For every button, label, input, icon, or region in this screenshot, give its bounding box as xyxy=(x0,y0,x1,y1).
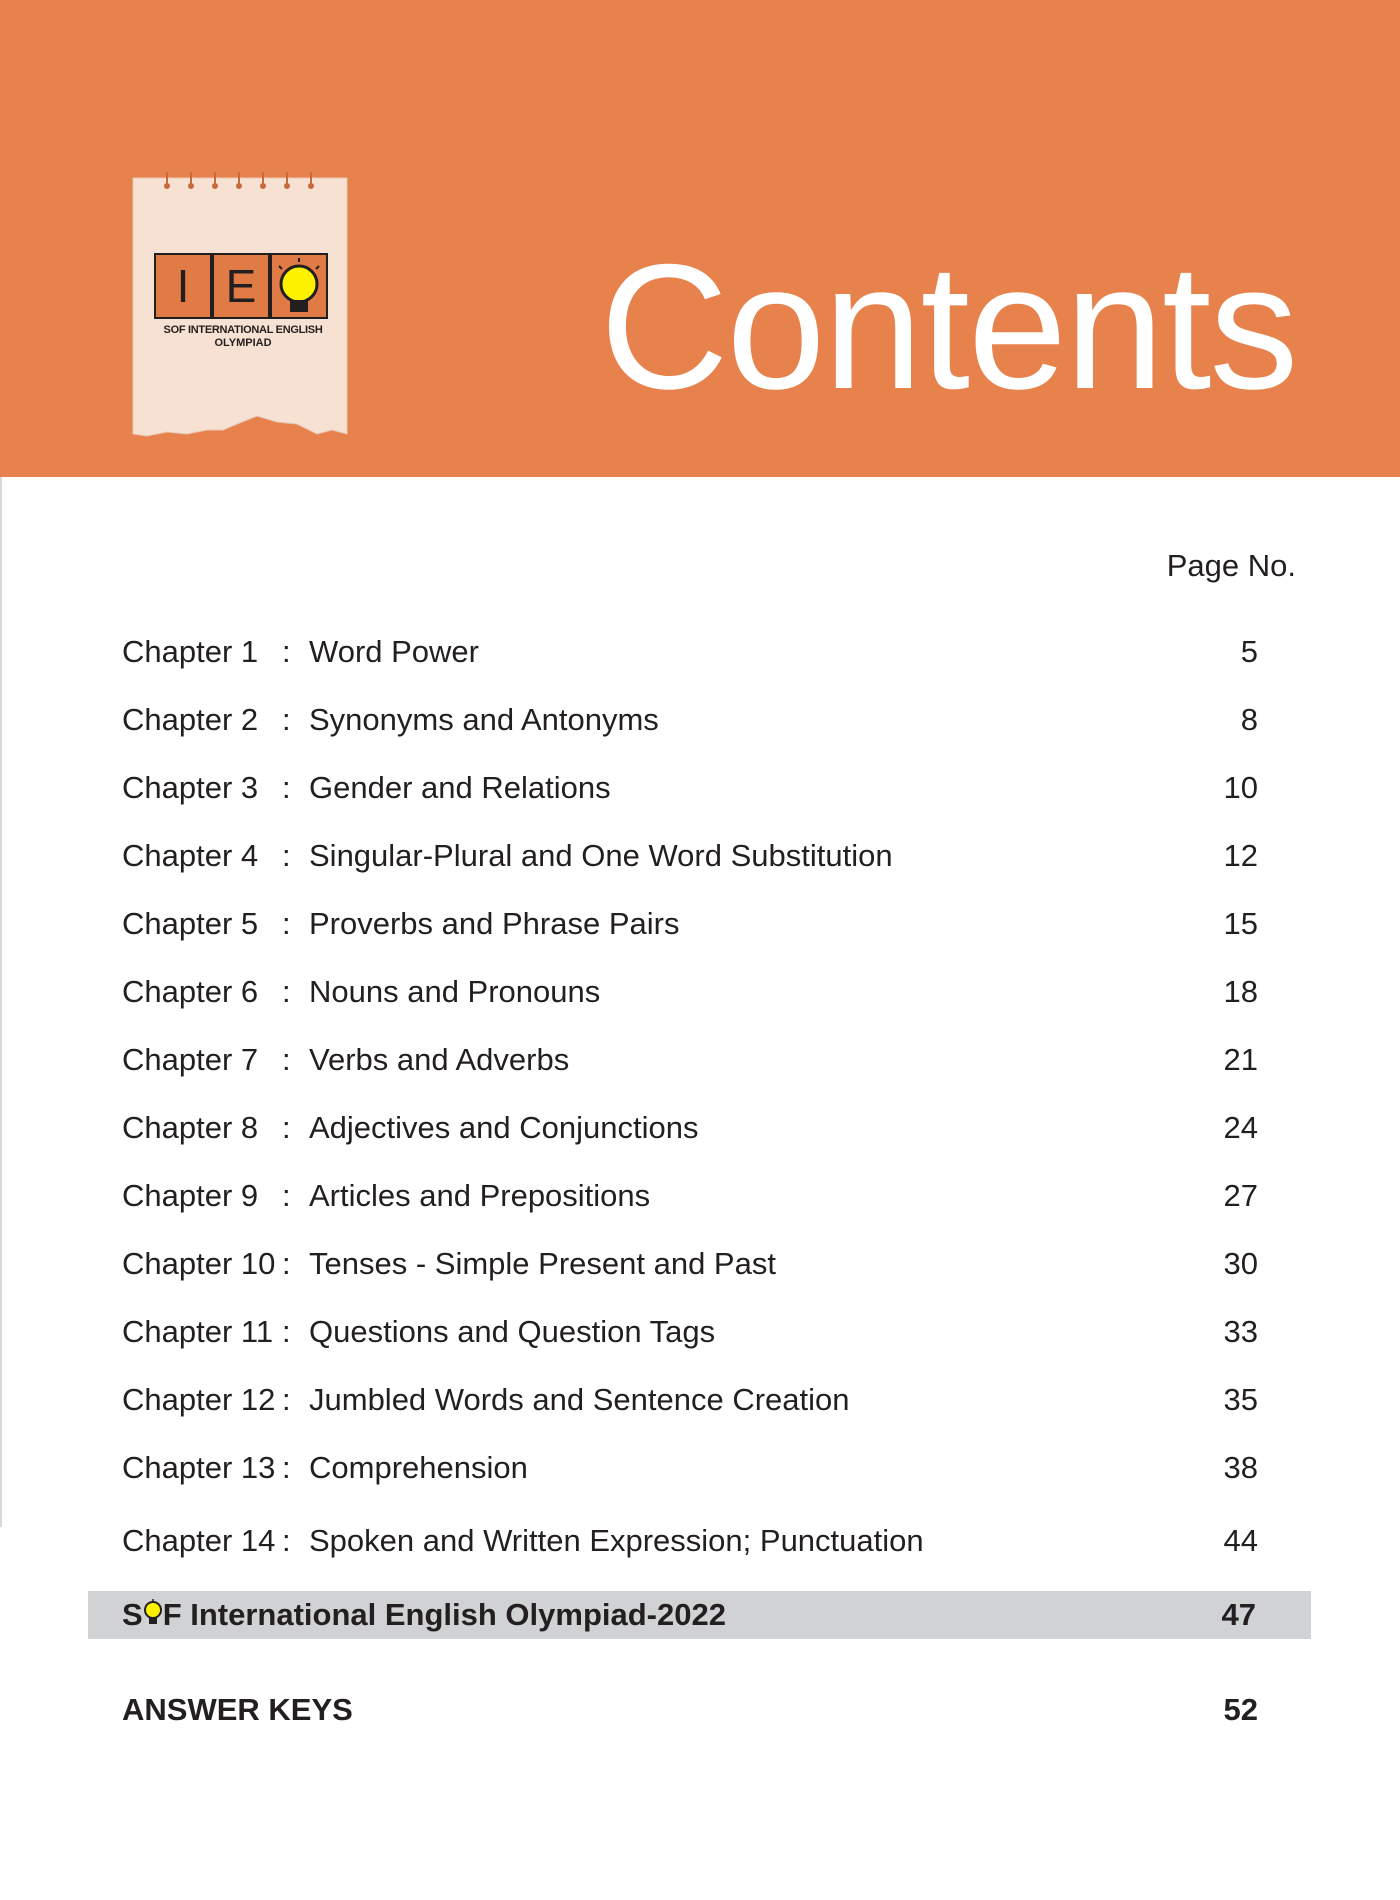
separator: : xyxy=(282,702,291,737)
chapter-number: Chapter 13 xyxy=(122,1450,276,1485)
separator: : xyxy=(282,838,291,873)
answer-keys-row[interactable] xyxy=(122,1684,1258,1736)
separator: : xyxy=(282,1382,291,1417)
chapter-title: Articles and Prepositions xyxy=(309,1178,651,1213)
page-number: 10 xyxy=(1223,770,1258,805)
separator: : xyxy=(282,1110,291,1145)
chapter-title: Gender and Relations xyxy=(309,770,611,805)
toc-row[interactable] xyxy=(122,1034,1258,1086)
separator: : xyxy=(282,1450,291,1485)
chapter-number: Chapter 9 xyxy=(122,1178,259,1213)
chapter-number: Chapter 12 xyxy=(122,1382,276,1417)
page-number: 12 xyxy=(1223,838,1258,873)
chapter-number: Chapter 2 xyxy=(122,702,259,737)
page-number: 47 xyxy=(1221,1597,1256,1632)
logo-caption-line2: OLYMPIAD xyxy=(214,337,272,349)
sof-title-text: F International English Olympiad-2022 xyxy=(162,1597,726,1632)
separator: : xyxy=(282,1178,291,1213)
logo-letter-e: E xyxy=(225,260,257,312)
page-number: 44 xyxy=(1223,1523,1258,1558)
logo-letter-i: I xyxy=(176,260,190,312)
page-number: 18 xyxy=(1223,974,1258,1009)
chapter-title: Spoken and Written Expression; Punctuation xyxy=(309,1523,924,1558)
toc-row[interactable] xyxy=(122,1306,1258,1358)
bulb-icon xyxy=(143,1599,163,1629)
chapter-title: Tenses - Simple Present and Past xyxy=(309,1246,776,1281)
sof-olympiad-row[interactable] xyxy=(88,1591,1311,1639)
page-number: 38 xyxy=(1223,1450,1258,1485)
chapter-title: Comprehension xyxy=(309,1450,528,1485)
chapter-number: Chapter 10 xyxy=(122,1246,276,1281)
chapter-title: Proverbs and Phrase Pairs xyxy=(309,906,680,941)
chapter-number: Chapter 3 xyxy=(122,770,259,805)
separator: : xyxy=(282,1523,291,1558)
toc-row[interactable] xyxy=(122,1102,1258,1154)
separator: : xyxy=(282,770,291,805)
chapter-title: Questions and Question Tags xyxy=(309,1314,716,1349)
toc-row[interactable] xyxy=(122,626,1258,678)
page-number: 8 xyxy=(1240,702,1258,737)
page-number: 27 xyxy=(1223,1178,1258,1213)
page-number: 35 xyxy=(1223,1382,1258,1417)
separator: : xyxy=(282,634,291,669)
separator: : xyxy=(282,1246,291,1281)
page-title: Contents xyxy=(600,227,1297,426)
chapter-number: Chapter 5 xyxy=(122,906,259,941)
toc-row[interactable] xyxy=(122,898,1258,950)
toc-row[interactable] xyxy=(122,1442,1258,1494)
page-number: 24 xyxy=(1223,1110,1258,1145)
page-number: 33 xyxy=(1223,1314,1258,1349)
answer-keys-label: ANSWER KEYS xyxy=(122,1692,353,1727)
chapter-number: Chapter 8 xyxy=(122,1110,259,1145)
page-number: 30 xyxy=(1223,1246,1258,1281)
toc-row[interactable] xyxy=(122,694,1258,746)
toc-row[interactable] xyxy=(122,1374,1258,1426)
chapter-number: Chapter 1 xyxy=(122,634,259,669)
chapter-title: Nouns and Pronouns xyxy=(309,974,601,1009)
toc-row[interactable] xyxy=(122,830,1258,882)
toc-row[interactable] xyxy=(122,762,1258,814)
chapter-number: Chapter 6 xyxy=(122,974,259,1009)
toc-row[interactable] xyxy=(122,1170,1258,1222)
separator: : xyxy=(282,974,291,1009)
toc-row[interactable] xyxy=(122,966,1258,1018)
toc-row[interactable] xyxy=(122,1515,1258,1567)
chapter-number: Chapter 4 xyxy=(122,838,259,873)
chapter-number: Chapter 11 xyxy=(122,1314,274,1349)
chapter-title: Adjectives and Conjunctions xyxy=(309,1110,699,1145)
chapter-title: Verbs and Adverbs xyxy=(309,1042,570,1077)
page-number: 21 xyxy=(1223,1042,1258,1077)
logo-caption-line1: SOF INTERNATIONAL ENGLISH xyxy=(163,324,323,336)
separator: : xyxy=(282,1314,291,1349)
page-number: 5 xyxy=(1240,634,1258,669)
sof-prefix: S xyxy=(122,1597,143,1632)
separator: : xyxy=(282,906,291,941)
chapter-number: Chapter 14 xyxy=(122,1523,276,1558)
separator: : xyxy=(282,1042,291,1077)
chapter-title: Synonyms and Antonyms xyxy=(309,702,659,737)
sof-olympiad-title xyxy=(122,1591,726,1639)
chapter-title: Singular-Plural and One Word Substitution xyxy=(309,838,893,873)
toc-row[interactable] xyxy=(122,1238,1258,1290)
page-number: 15 xyxy=(1223,906,1258,941)
chapter-title: Word Power xyxy=(309,634,479,669)
chapter-number: Chapter 7 xyxy=(122,1042,259,1077)
chapter-title: Jumbled Words and Sentence Creation xyxy=(309,1382,850,1417)
page-no-header: Page No. xyxy=(1166,548,1296,583)
page-number: 52 xyxy=(1223,1692,1258,1727)
